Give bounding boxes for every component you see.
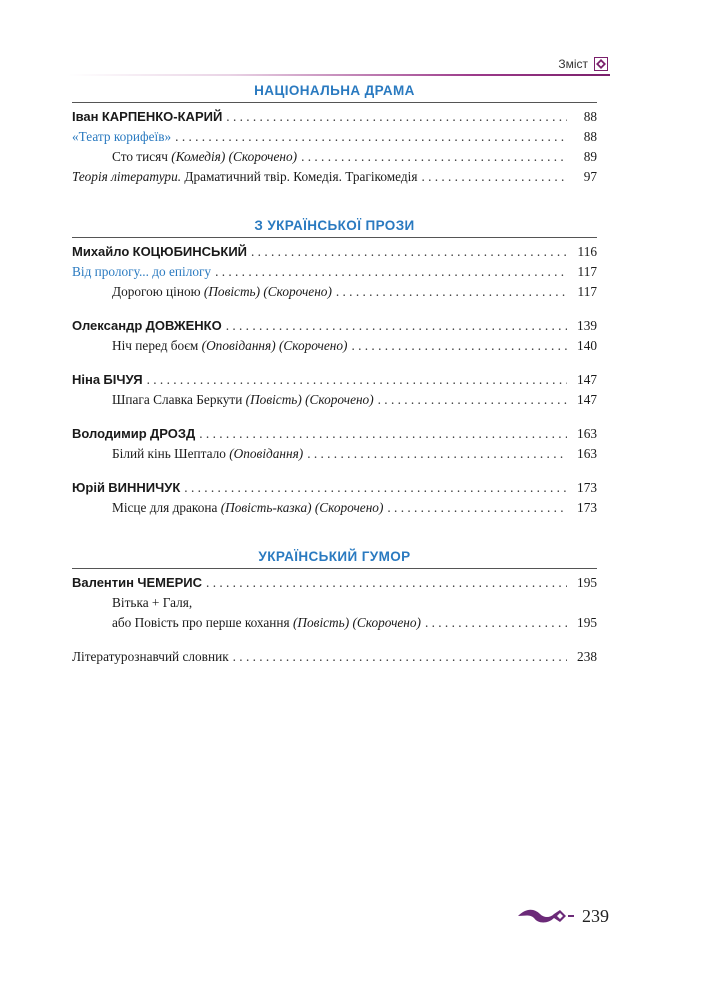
leader-dots [206,573,567,593]
page-number: 116 [577,244,597,259]
page-number: 147 [577,372,597,387]
toc-entry-article[interactable] [72,127,597,147]
page-number: 97 [583,169,597,184]
page-number: 88 [583,109,597,124]
leader-dots [226,316,567,336]
work-title: або Повість про перше кохання [112,615,290,630]
work-genre: (Повість-казка) (Скорочено) [220,500,384,515]
header-rule [68,74,610,76]
toc-entry-theory[interactable] [72,167,597,187]
page-number: 195 [577,615,597,630]
page-number: 139 [577,318,597,333]
author-surname: КОЦЮБИНСЬКИЙ [132,244,248,259]
leader-dots [251,242,567,262]
work-genre: (Повість) (Скорочено) [203,284,332,299]
toc-entry-author[interactable] [72,370,597,390]
leader-dots [199,424,567,444]
author-first-name: Валентин [72,575,134,590]
work-title: Білий кінь Шептало [112,446,226,461]
toc-entry-work[interactable] [72,498,597,518]
author-surname: КАРПЕНКО-КАРИЙ [101,109,223,124]
toc-entry-article[interactable] [72,262,597,282]
author-first-name: Володимир [72,426,147,441]
page-number: 163 [577,446,597,461]
leader-dots [387,498,567,518]
work-title: Сто тисяч [112,149,168,164]
header-title: Зміст [558,57,588,71]
work-title: Ніч перед боєм [112,338,199,353]
leader-dots [301,147,567,167]
toc-square-icon [594,57,608,71]
page-number: 238 [577,649,597,664]
theory-label: Теорія літератури. [72,169,182,184]
table-of-contents [72,80,597,667]
page-number: 140 [577,338,597,353]
author-surname: ДРОЗД [149,426,196,441]
work-title: Шпага Славка Беркути [112,392,243,407]
section-title-ukrainian-humor: УКРАЇНСЬКИЙ ГУМОР [258,549,411,564]
work-genre: (Комедія) (Скорочено) [171,149,298,164]
author-surname: ЧЕМЕРИС [137,575,203,590]
ornament-icon [516,904,576,928]
section-rule [72,568,597,569]
toc-entry-work[interactable] [72,282,597,302]
page-number: 173 [577,480,597,495]
page-number-footer: 239 [582,906,609,926]
author-first-name: Олександр [72,318,143,333]
work-genre: (Повість) (Скорочено) [293,615,421,630]
glossary-title: Літературознавчий словник [72,649,229,664]
work-title: Вітька + Галя, [112,595,193,610]
work-title: Місце для дракона [112,500,218,515]
page-number: 117 [577,284,597,299]
leader-dots [175,127,567,147]
toc-entry-work[interactable] [72,613,597,633]
author-surname: ДОВЖЕНКО [145,318,222,333]
page-number: 195 [577,575,597,590]
toc-entry-work[interactable] [72,147,597,167]
leader-dots [233,647,567,667]
page-number: 88 [583,129,597,144]
toc-entry-work[interactable] [72,444,597,464]
work-genre: (Оповідання) [229,446,304,461]
leader-dots [336,282,567,302]
leader-dots [351,336,567,356]
leader-dots [425,613,567,633]
leader-dots [226,107,567,127]
author-first-name: Іван [72,109,99,124]
author-surname: ВИННИЧУК [108,480,181,495]
toc-entry-author[interactable] [72,424,597,444]
article-title: «Театр корифеїв» [72,129,172,144]
author-first-name: Ніна [72,372,101,387]
leader-dots [421,167,567,187]
leader-dots [307,444,567,464]
work-genre: (Оповідання) (Скорочено) [201,338,348,353]
page-number: 163 [577,426,597,441]
page-number: 117 [577,264,597,279]
page-header [68,55,610,75]
leader-dots [147,370,567,390]
section-title-ukrainian-prose: З УКРАЇНСЬКОЇ ПРОЗИ [254,218,415,233]
work-title: Дорогою ціною [112,284,201,299]
toc-entry-work[interactable] [72,336,597,356]
theory-text: Драматичний твір. Комедія. Трагікомедія [184,169,418,184]
toc-entry-glossary[interactable] [72,647,597,667]
author-surname: БІЧУЯ [103,372,143,387]
leader-dots [378,390,567,410]
toc-entry-author[interactable] [72,478,597,498]
section-title-national-drama: НАЦІОНАЛЬНА ДРАМА [254,83,415,98]
article-title: Від прологу... до епілогу [72,264,212,279]
section-rule [72,237,597,238]
page-number: 89 [583,149,597,164]
section-rule [72,102,597,103]
author-first-name: Михайло [72,244,130,259]
work-genre: (Повість) (Скорочено) [245,392,374,407]
page-number: 173 [577,500,597,515]
toc-entry-work[interactable] [72,390,597,410]
leader-dots [215,262,567,282]
toc-entry-author[interactable] [72,316,597,336]
toc-entry-author[interactable] [72,107,597,127]
leader-dots [184,478,567,498]
toc-entry-author[interactable] [72,573,597,593]
toc-entry-author[interactable] [72,242,597,262]
page-number: 147 [577,392,597,407]
author-first-name: Юрій [72,480,105,495]
toc-entry-work-line [72,593,597,613]
